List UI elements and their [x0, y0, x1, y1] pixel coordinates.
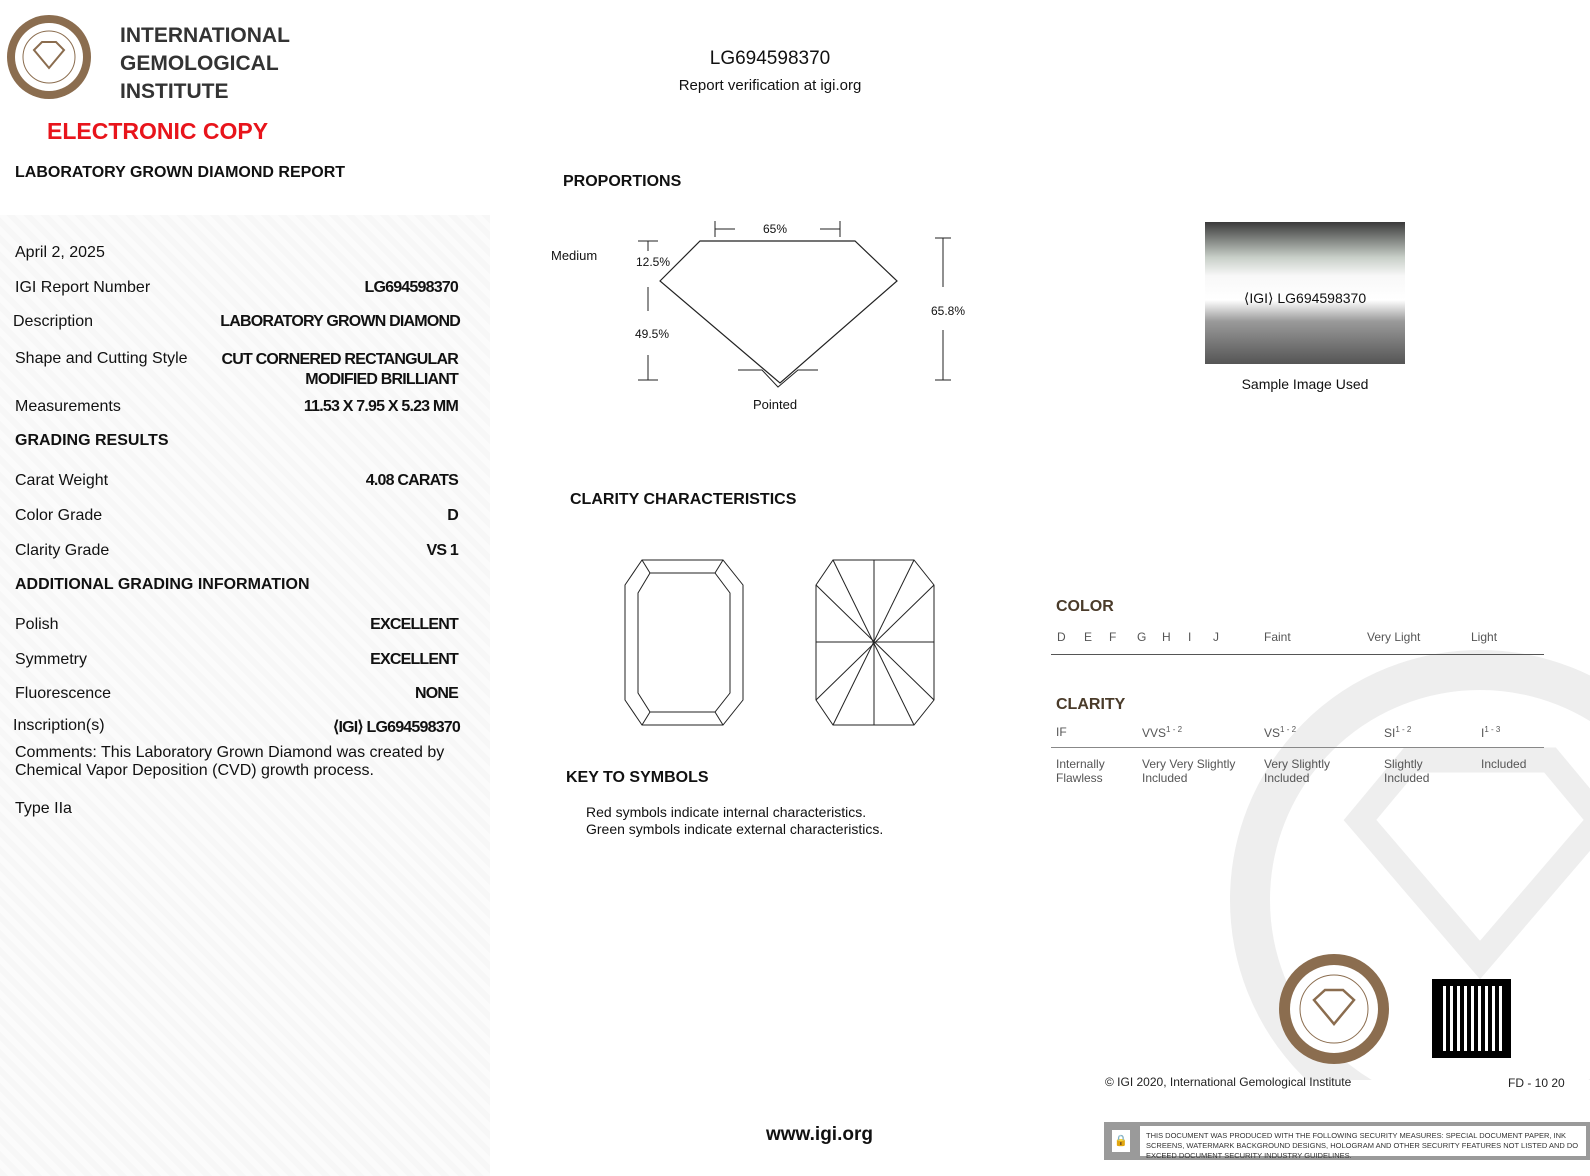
color-grade: D [1057, 630, 1066, 644]
clarity-desc: Included [1481, 757, 1527, 771]
key-red: Red symbols indicate internal characteristics. [586, 804, 867, 820]
form-number: FD - 10 20 [1508, 1076, 1565, 1090]
inscription-value: LG694598370 [366, 719, 460, 736]
diamond-type: Type IIa [15, 800, 72, 817]
label: Color Grade [15, 507, 103, 524]
sample-image [1205, 222, 1405, 364]
color-grade: I [1188, 630, 1192, 644]
additional-row [13, 717, 460, 737]
table-percent: 65% [763, 222, 788, 236]
label: Inscription(s) [13, 717, 105, 734]
clarity-characteristics-heading: CLARITY CHARACTERISTICS [570, 491, 797, 508]
label: IGI Report Number [15, 279, 151, 296]
grading-results-heading: GRADING RESULTS [15, 432, 169, 449]
clarity-desc: Slightly Included [1384, 757, 1430, 785]
value: LABORATORY GROWN DIAMOND [220, 313, 460, 330]
color-grade: F [1109, 630, 1117, 644]
security-text: THIS DOCUMENT WAS PRODUCED WITH THE FOLLOWING SECURITY MEASURES: SPECIAL DOCUMENT PAPER, INK SCREENS, WATERMARK BACKGROUND DESIGNS, HOLOGRAM AND OTHER SECURITY FEATURES NOT LISTED AND DO EXCEED DOCUMENT SECURITY INDUSTRY GUIDELINES. [1140, 1126, 1586, 1156]
color-range: Faint [1264, 630, 1291, 644]
grading-row [15, 507, 458, 525]
comments: Comments: This Laboratory Grown Diamond was created by Chemical Vapor Deposition (CVD) growth process. [15, 744, 445, 779]
proportions-diagram [540, 215, 980, 415]
additional-row [15, 616, 458, 634]
grading-row [15, 542, 458, 560]
org-name-line: INSTITUTE [120, 80, 229, 103]
color-range: Light [1471, 630, 1498, 644]
color-grade: G [1137, 630, 1147, 644]
color-scale-heading: COLOR [1056, 598, 1114, 615]
igi-seal [1277, 952, 1391, 1066]
sample-caption: Sample Image Used [1241, 376, 1369, 392]
key-to-symbols-heading: KEY TO SYMBOLS [566, 769, 709, 786]
clarity-scale-heading: CLARITY [1056, 696, 1126, 713]
value: VS 1 [426, 542, 458, 559]
detail-row [15, 398, 458, 416]
copyright: © IGI 2020, International Gemological Institute [1105, 1075, 1352, 1089]
value: 4.08 CARATS [365, 472, 458, 489]
igi-inscription-icon: ⟨IGI⟩ [1243, 290, 1278, 306]
verification-link[interactable]: Report verification at igi.org [678, 77, 862, 94]
grade: VS [1264, 726, 1281, 740]
depth-percent: 65.8% [931, 304, 966, 318]
label: Carat Weight [15, 472, 109, 489]
value: LG694598370 [364, 279, 458, 296]
grading-row [15, 472, 458, 490]
clarity-desc: Very Very Slightly Included [1142, 757, 1236, 785]
label: Clarity Grade [15, 542, 110, 559]
grade-range: 1 - 3 [1484, 725, 1501, 734]
value: 11.53 X 7.95 X 5.23 MM [303, 398, 458, 415]
label: Polish [15, 616, 59, 633]
label: Description [13, 313, 94, 330]
clarity-grade: IF [1056, 725, 1067, 739]
pavilion-percent: 49.5% [635, 327, 670, 341]
color-scale-line [1051, 654, 1544, 655]
org-name-line: INTERNATIONAL [120, 24, 290, 47]
clarity-grade [1142, 725, 1182, 740]
report-date: April 2, 2025 [15, 244, 105, 261]
label: Symmetry [15, 651, 87, 668]
additional-row [15, 685, 458, 703]
value: CUT CORNERED RECTANGULAR MODIFIED BRILLIANT [221, 351, 458, 388]
value: NONE [414, 685, 458, 702]
qr-code[interactable] [1433, 980, 1510, 1057]
detail-row [15, 279, 458, 297]
grade-range: 1 - 2 [1280, 725, 1297, 734]
color-range: Very Light [1367, 630, 1421, 644]
value: EXCELLENT [370, 616, 458, 633]
value: D [447, 507, 458, 524]
clarity-scale [1056, 720, 1556, 800]
key-green: Green symbols indicate external characteristics. [586, 821, 884, 837]
grade: I [1481, 726, 1485, 740]
igi-inscription-icon: ⟨IGI⟩ [333, 719, 367, 736]
label: Measurements [15, 398, 121, 415]
proportions-heading: PROPORTIONS [563, 173, 682, 190]
additional-heading: ADDITIONAL GRADING INFORMATION [15, 576, 310, 593]
grade-range: 1 - 2 [1395, 725, 1412, 734]
security-banner [1104, 1122, 1590, 1160]
grade: SI [1384, 726, 1396, 740]
electronic-copy-label: ELECTRONIC COPY [47, 118, 269, 144]
clarity-desc: Internally Flawless [1056, 757, 1105, 785]
grade-range: 1 - 2 [1166, 725, 1183, 734]
clarity-grade [1384, 725, 1411, 740]
seal-watermark [1200, 640, 1590, 1080]
clarity-grade [1481, 725, 1500, 740]
report-number-header: LG694598370 [709, 48, 831, 69]
report-title: LABORATORY GROWN DIAMOND REPORT [15, 164, 346, 181]
sample-inscription: LG694598370 [1277, 290, 1367, 306]
clarity-grade [1264, 725, 1296, 740]
culet-label: Pointed [753, 397, 798, 412]
detail-row [13, 313, 460, 331]
website-link[interactable]: www.igi.org [766, 1124, 873, 1145]
color-grade: H [1162, 630, 1171, 644]
color-scale-grades [1057, 630, 1557, 646]
clarity-plot-diagram [620, 555, 940, 730]
clarity-desc: Very Slightly Included [1264, 757, 1331, 785]
value: EXCELLENT [370, 651, 458, 668]
lock-document-icon: 🔒 [1112, 1130, 1130, 1152]
detail-row [15, 350, 458, 390]
crown-percent: 12.5% [636, 255, 671, 269]
label: Shape and Cutting Style [15, 350, 188, 367]
org-name-line: GEMOLOGICAL [120, 52, 279, 75]
color-grade: E [1084, 630, 1093, 644]
additional-row [15, 651, 458, 669]
value [333, 717, 460, 737]
clarity-scale-line [1051, 747, 1544, 748]
girdle-label: Medium [551, 248, 598, 263]
label: Fluorescence [15, 685, 112, 702]
grade: VVS [1142, 726, 1167, 740]
color-grade: J [1213, 630, 1219, 644]
